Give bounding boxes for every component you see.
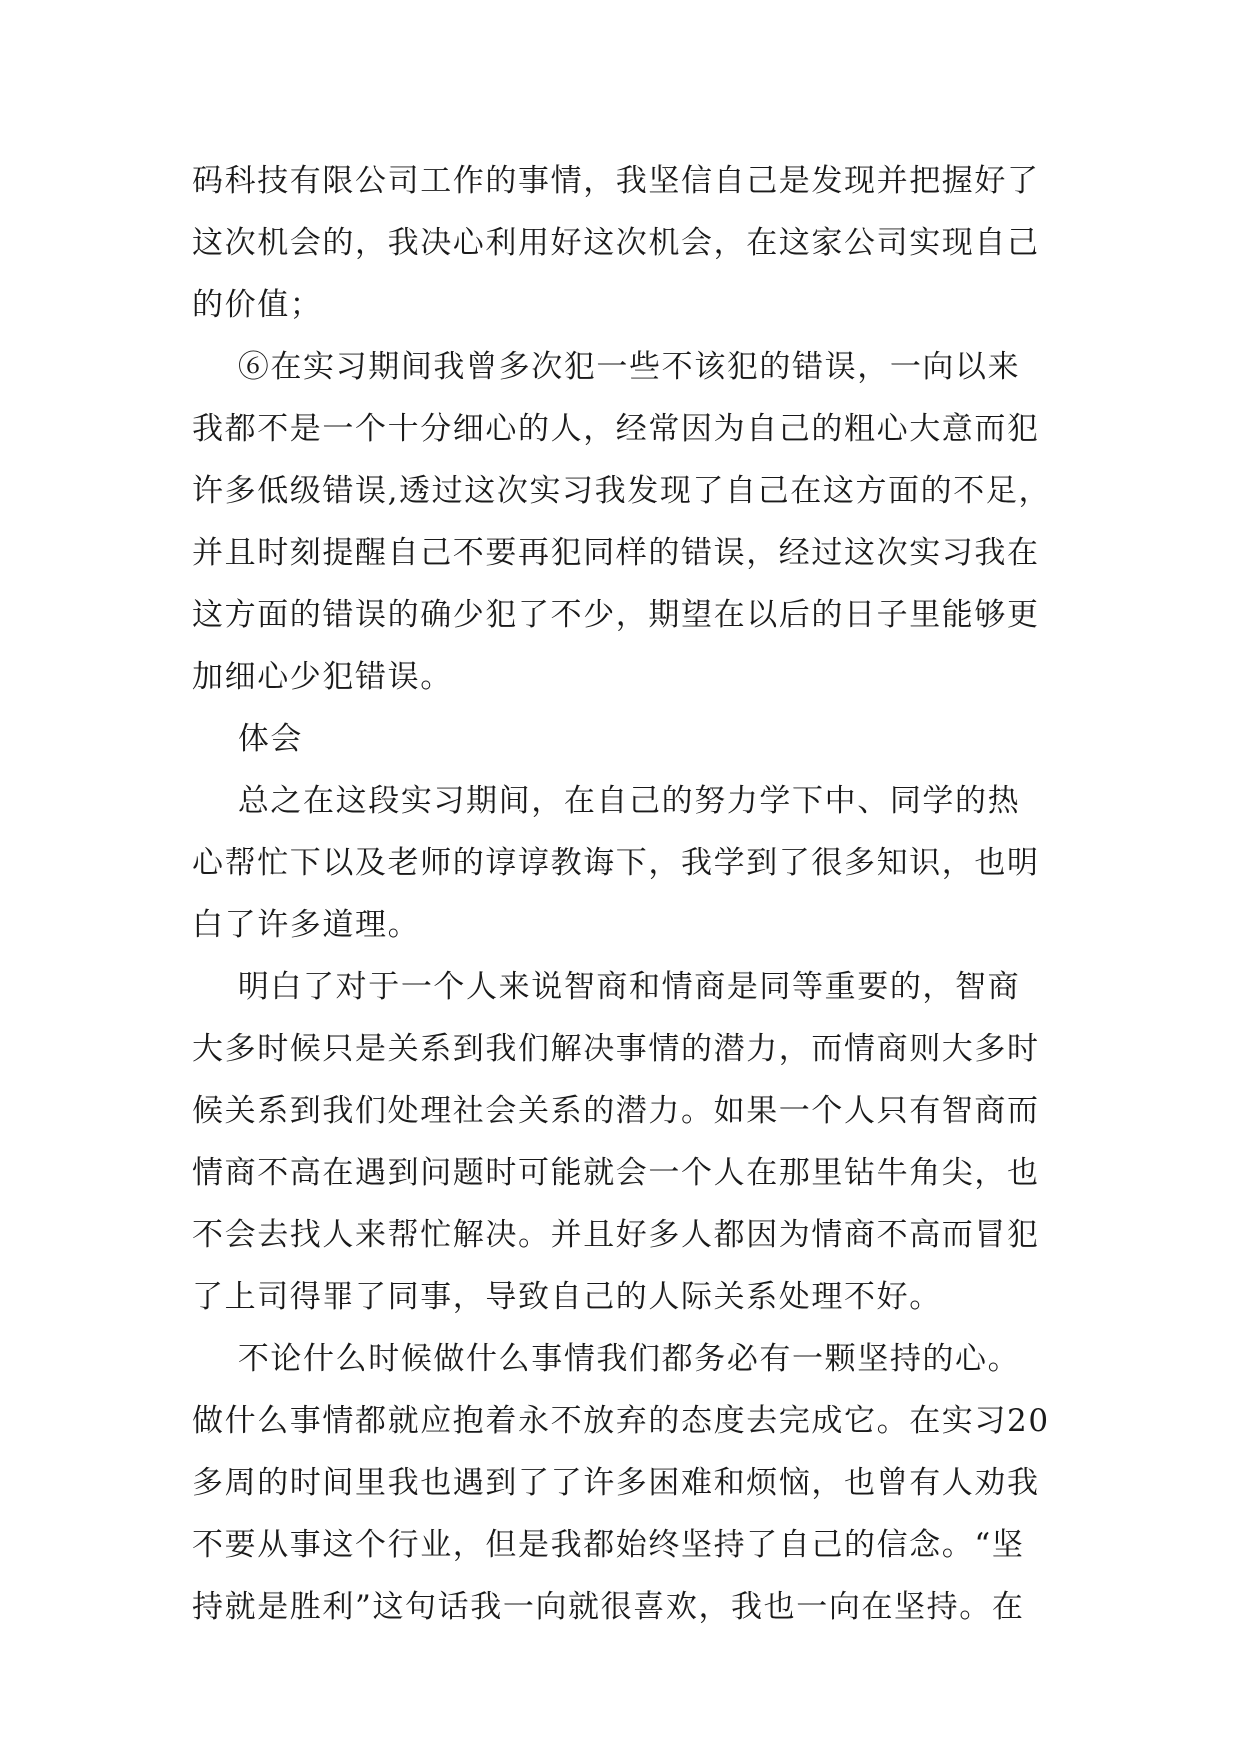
text-line: 白了许多道理。: [192, 907, 421, 943]
document-body: [192, 150, 1052, 1638]
text-line: 不论什么时候做什么事情我们都务必有一颗坚持的心。: [192, 1341, 1021, 1377]
section-heading: 体会: [192, 721, 304, 757]
text-line: 大多时候只是关系到我们解决事情的潜力，而情商则大多时: [192, 1031, 1040, 1067]
text-line: 做什么事情都就应抱着永不放弃的态度去完成它。在实习20: [192, 1403, 1050, 1439]
text-line: 我都不是一个十分细心的人，经常因为自己的粗心大意而犯: [192, 411, 1040, 447]
text-line: 多周的时间里我也遇到了了许多困难和烦恼，也曾有人劝我: [192, 1465, 1040, 1501]
text-line: 码科技有限公司工作的事情，我坚信自己是发现并把握好了: [192, 163, 1040, 199]
text-line: 候关系到我们处理社会关系的潜力。如果一个人只有智商而: [192, 1093, 1040, 1129]
text-line: 明白了对于一个人来说智商和情商是同等重要的，智商: [192, 969, 1021, 1005]
text-line: 总之在这段实习期间，在自己的努力学下中、同学的热: [192, 783, 1021, 819]
text-line: ⑥在实习期间我曾多次犯一些不该犯的错误，一向以来: [192, 349, 1021, 385]
text-line: 这次机会的，我决心利用好这次机会，在这家公司实现自己: [192, 225, 1040, 261]
text-line: 不要从事这个行业，但是我都始终坚持了自己的信念。“坚: [192, 1527, 1025, 1563]
text-line: 情商不高在遇到问题时可能就会一个人在那里钻牛角尖，也: [192, 1155, 1040, 1191]
text-line: 的价值；: [192, 287, 323, 323]
text-line: 心帮忙下以及老师的谆谆教诲下，我学到了很多知识，也明: [192, 845, 1040, 881]
text-line: 不会去找人来帮忙解决。并且好多人都因为情商不高而冒犯: [192, 1217, 1040, 1253]
text-line: 并且时刻提醒自己不要再犯同样的错误，经过这次实习我在: [192, 535, 1040, 571]
text-line: 许多低级错误,透过这次实习我发现了自己在这方面的不足，: [192, 473, 1052, 509]
text-line: 了上司得罪了同事，导致自己的人际关系处理不好。: [192, 1279, 942, 1315]
text-line: 这方面的错误的确少犯了不少，期望在以后的日子里能够更: [192, 597, 1040, 633]
text-line: 持就是胜利”这句话我一向就很喜欢，我也一向在坚持。在: [192, 1589, 1025, 1625]
text-line: 加细心少犯错误。: [192, 659, 453, 695]
